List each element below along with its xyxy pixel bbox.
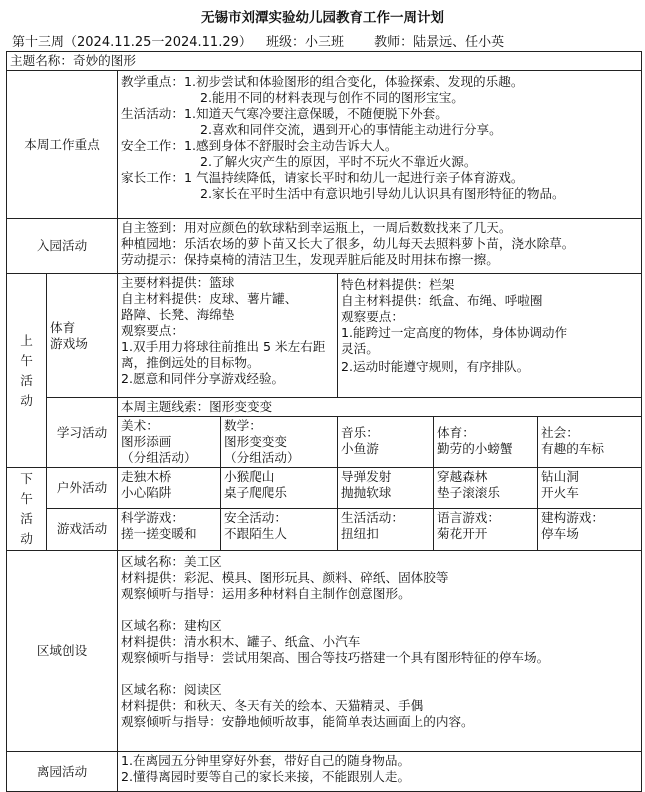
arrival-line: 种植园地：乐活农场的萝卜苗又长大了很多，幼儿每天去照料萝卜苗，浇水除草。 bbox=[121, 236, 575, 251]
area-line: 观察倾听与指导：安静地倾听故事，能简单表达画面上的内容。 bbox=[121, 714, 474, 729]
arrival-line: 劳动提示：保持桌椅的清洁卫生，发现弄脏后能及时用抹布擦一擦。 bbox=[121, 252, 499, 267]
game-item: 语言游戏： 菊花开开 bbox=[434, 508, 538, 550]
sports-left-content: 主要材料提供：篮球 自主材料提供：皮球、薯片罐、 路障、长凳、海绵垫 观察要点： 1.双手用力将球往前推出 5 米左右距 离，推倒远处的目标物。 2.愿意和同伴分享游戏经验。 bbox=[118, 274, 338, 398]
arrival-line: 自主签到：用对应颜色的软球粘到幸运瓶上，一周后数数找来了几天。 bbox=[121, 220, 512, 235]
area-line: 观察倾听与指导：尝试用架高、围合等技巧搭建一个具有图形特征的停车场。 bbox=[121, 650, 550, 665]
week-label: 第十三周（2024.11.25一2024.11.29） bbox=[12, 35, 252, 50]
focus-line: 生活活动：1.知道天气寒冷要注意保暖，不随便脱下外套。 bbox=[121, 106, 448, 121]
outdoor-item: 穿越森林 垫子滚滚乐 bbox=[434, 468, 538, 509]
learning-subject: 体育： 勤劳的小螃蟹 bbox=[434, 417, 538, 468]
sports-right-content: 特色材料提供：栏架 自主材料提供：纸盒、布绳、呼啦圈 观察要点： 1.能跨过一定高度的物体，身体协调动作 灵活。 2.运动时能遵守规则，有序排队。 bbox=[338, 274, 642, 398]
departure-line: 2.懂得离园时要等自己的家长来接，不能跟别人走。 bbox=[121, 769, 411, 784]
arrival-label: 入园活动 bbox=[7, 219, 118, 274]
game-item: 安全活动： 不跟陌生人 bbox=[221, 508, 338, 550]
outdoor-label: 户外活动 bbox=[47, 468, 118, 509]
focus-line: 2.能用不同的材料表现与创作不同的图形宝宝。 bbox=[200, 90, 464, 105]
class-label: 班级：小三班 bbox=[266, 35, 345, 50]
game-item: 生活活动： 扭纽扣 bbox=[338, 508, 434, 550]
afternoon-label: 下 午 活 动 bbox=[7, 468, 47, 551]
theme-cell bbox=[7, 52, 642, 71]
weekly-focus-label: 本周工作重点 bbox=[7, 71, 118, 219]
areas-label: 区域创设 bbox=[7, 551, 118, 752]
departure-line: 1.在离园五分钟里穿好外套，带好自己的随身物品。 bbox=[121, 753, 411, 768]
learning-thread: 本周主题线索：图形变变变 bbox=[118, 398, 642, 417]
arrival-content bbox=[118, 219, 642, 274]
area-line: 材料提供：和秋天、冬天有关的绘本、天猫精灵、手偶 bbox=[121, 698, 424, 713]
game-item: 建构游戏： 停车场 bbox=[538, 508, 642, 550]
page-title: 无锡市刘潭实验幼儿园教育工作一周计划 bbox=[201, 10, 444, 26]
area-line: 材料提供：清水积木、罐子、纸盒、小汽车 bbox=[121, 634, 361, 649]
area-line: 区域名称：美工区 bbox=[121, 554, 222, 569]
outdoor-item: 走独木桥 小心陷阱 bbox=[118, 468, 221, 509]
focus-line: 安全工作：1.感到身体不舒服时会主动告诉大人。 bbox=[121, 138, 398, 153]
area-line: 区域名称：阅读区 bbox=[121, 682, 222, 697]
outdoor-item: 小猴爬山 桌子爬爬乐 bbox=[221, 468, 338, 509]
weekly-focus-content bbox=[118, 71, 642, 219]
weekly-plan-table bbox=[6, 51, 642, 792]
learning-subject: 美术： 图形添画 （分组活动） bbox=[118, 417, 221, 468]
area-line: 观察倾听与指导：运用多种材料自主制作创意图形。 bbox=[121, 586, 411, 601]
teachers-label: 教师：陆景远、任小英 bbox=[374, 35, 505, 50]
focus-line: 家长工作：1 气温持续降低，请家长平时和幼儿一起进行亲子体育游戏。 bbox=[121, 170, 524, 185]
game-item: 科学游戏： 搓一搓变暖和 bbox=[118, 508, 221, 550]
outdoor-item: 导弹发射 抛抛软球 bbox=[338, 468, 434, 509]
areas-content bbox=[118, 551, 642, 752]
departure-label: 离园活动 bbox=[7, 752, 118, 792]
outdoor-item: 钻山洞 开火车 bbox=[538, 468, 642, 509]
morning-label: 上 午 活 动 bbox=[7, 274, 47, 468]
learning-subject: 音乐： 小鱼游 bbox=[338, 417, 434, 468]
sports-label: 体育 游戏场 bbox=[47, 274, 118, 398]
area-line: 材料提供：彩泥、模具、图形玩具、颜料、碎纸、固体胶等 bbox=[121, 570, 449, 585]
focus-line: 教学重点：1.初步尝试和体验图形的组合变化，体验探索、发现的乐趣。 bbox=[121, 74, 524, 89]
focus-line: 2.喜欢和同伴交流，遇到开心的事情能主动进行分享。 bbox=[200, 122, 502, 137]
learning-subject: 社会： 有趣的车标 bbox=[538, 417, 642, 468]
learning-label: 学习活动 bbox=[47, 398, 118, 468]
theme-name: 主题名称：奇妙的图形 bbox=[10, 53, 136, 68]
focus-line: 2.了解火灾产生的原因，平时不玩火不靠近火源。 bbox=[200, 154, 477, 169]
games-label: 游戏活动 bbox=[47, 508, 118, 550]
area-line: 区域名称：建构区 bbox=[121, 618, 222, 633]
plan-info-line bbox=[12, 31, 642, 50]
departure-content bbox=[118, 752, 642, 792]
focus-line: 2.家长在平时生活中有意识地引导幼儿认识具有图形特征的物品。 bbox=[200, 186, 565, 201]
learning-subject: 数学： 图形变变变 （分组活动） bbox=[221, 417, 338, 468]
